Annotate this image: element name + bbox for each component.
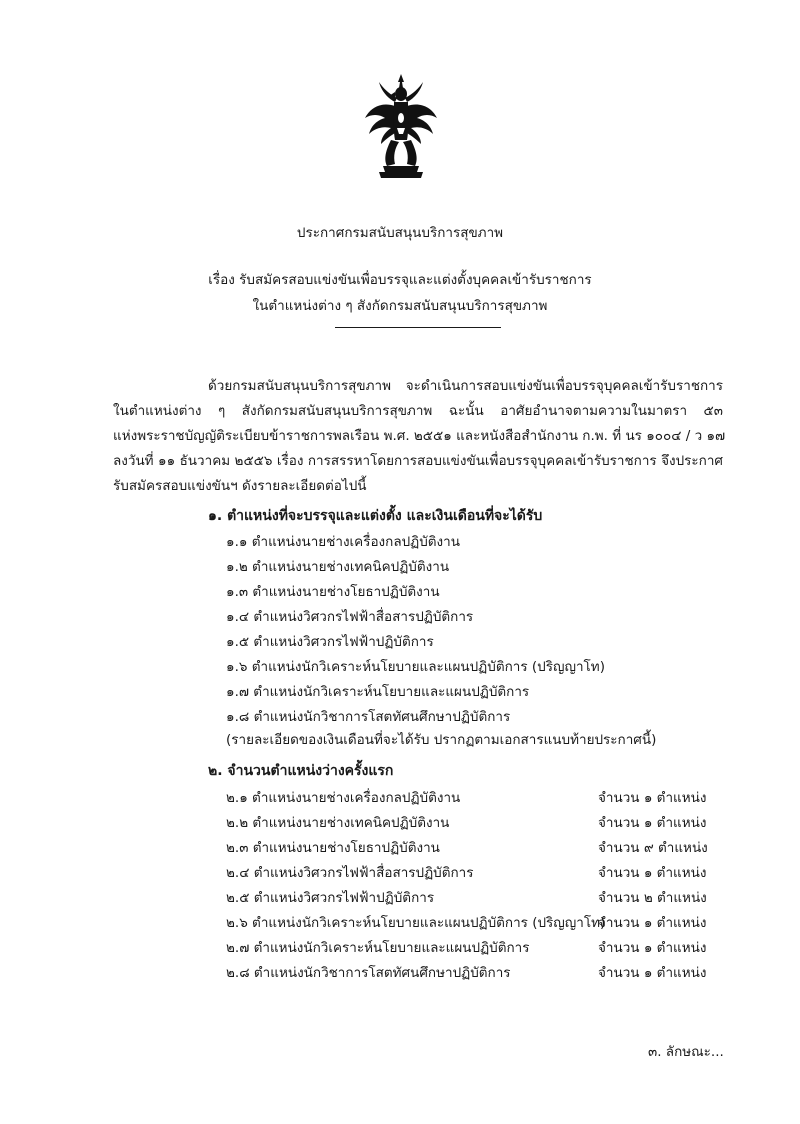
section1-heading: ๑. ตำแหน่งที่จะบรรจุและแต่งตั้ง และเงินเดือนที่จะได้รับ — [208, 508, 543, 524]
vacancy-count: จำนวน ๑ ตำแหน่ง — [598, 915, 707, 931]
vacancy-position: ๒.๕ ตำแหน่งวิศวกรไฟฟ้าปฏิบัติการ — [226, 890, 435, 906]
intro-line-1: ด้วยกรมสนับสนุนบริการสุขภาพ จะดำเนินการสอบแข่งขันเพื่อบรรจุบุคคลเข้ารับราชการ — [208, 378, 723, 394]
intro-line-2: ในตำแหน่งต่าง ๆ สังกัดกรมสนับสนุนบริการสุขภาพ ฉะนั้น อาศัยอำนาจตามความในมาตรา ๕๓ — [113, 403, 723, 419]
section1-item: ๑.๖ ตำแหน่งนักวิเคราะห์นโยบายและแผนปฏิบัติการ (ปริญญาโท) — [226, 659, 605, 675]
vacancy-count: จำนวน ๑ ตำแหน่ง — [598, 965, 707, 981]
section1-item: ๑.๓ ตำแหน่งนายช่างโยธาปฏิบัติงาน — [226, 584, 440, 600]
section1-item: ๑.๔ ตำแหน่งวิศวกรไฟฟ้าสื่อสารปฏิบัติการ — [226, 609, 474, 625]
intro-line-3: แห่งพระราชบัญญัติระเบียบข้าราชการพลเรือน พ.ศ. ๒๕๕๑ และหนังสือสำนักงาน ก.พ. ที่ นร ๑๐๐๔ / ว ๑๗ — [113, 428, 726, 444]
section1-item: ๑.๒ ตำแหน่งนายช่างเทคนิคปฏิบัติงาน — [226, 559, 450, 575]
subject-line-2: ในตำแหน่งต่าง ๆ สังกัดกรมสนับสนุนบริการสุขภาพ — [252, 298, 548, 314]
vacancy-count: จำนวน ๙ ตำแหน่ง — [598, 840, 708, 856]
section2-heading: ๒. จำนวนตำแหน่งว่างครั้งแรก — [208, 763, 394, 779]
section1-item: ๑.๕ ตำแหน่งวิศวกรไฟฟ้าปฏิบัติการ — [226, 634, 434, 650]
intro-line-4: ลงวันที่ ๑๑ ธันวาคม ๒๕๕๖ เรื่อง การสรรหาโดยการสอบแข่งขันเพื่อบรรจุบุคคลเข้ารับราชการ จึงประกาศ — [113, 453, 723, 469]
vacancy-count: จำนวน ๒ ตำแหน่ง — [598, 890, 707, 906]
section1-item: ๑.๑ ตำแหน่งนายช่างเครื่องกลปฏิบัติงาน — [226, 534, 460, 550]
salary-note: (รายละเอียดของเงินเดือนที่จะได้รับ ปรากฏตามเอกสารแนบท้ายประกาศนี้) — [226, 732, 657, 748]
vacancy-position: ๒.๔ ตำแหน่งวิศวกรไฟฟ้าสื่อสารปฏิบัติการ — [226, 865, 474, 881]
vacancy-count: จำนวน ๑ ตำแหน่ง — [598, 940, 707, 956]
vacancy-position: ๒.๒ ตำแหน่งนายช่างเทคนิคปฏิบัติงาน — [226, 815, 450, 831]
intro-line-5: รับสมัครสอบแข่งขันฯ ดังรายละเอียดต่อไปนี้ — [113, 478, 367, 494]
vacancy-position: ๒.๓ ตำแหน่งนายช่างโยธาปฏิบัติงาน — [226, 840, 440, 856]
vacancy-position: ๒.๘ ตำแหน่งนักวิชาการโสตทัศนศึกษาปฏิบัติการ — [226, 965, 511, 981]
section1-item: ๑.๘ ตำแหน่งนักวิชาการโสตทัศนศึกษาปฏิบัติการ — [226, 709, 511, 725]
vacancy-count: จำนวน ๑ ตำแหน่ง — [598, 815, 707, 831]
vacancy-count: จำนวน ๑ ตำแหน่ง — [598, 790, 707, 806]
garuda-emblem-icon — [361, 72, 441, 182]
subject-line-1: เรื่อง รับสมัครสอบแข่งขันเพื่อบรรจุและแต่งตั้งบุคคลเข้ารับราชการ — [208, 272, 592, 288]
section1-item: ๑.๗ ตำแหน่งนักวิเคราะห์นโยบายและแผนปฏิบัติการ — [226, 684, 530, 700]
title-divider — [335, 327, 501, 328]
vacancy-position: ๒.๖ ตำแหน่งนักวิเคราะห์นโยบายและแผนปฏิบัติการ (ปริญญาโท) — [226, 915, 606, 931]
vacancy-position: ๒.๑ ตำแหน่งนายช่างเครื่องกลปฏิบัติงาน — [226, 790, 461, 806]
vacancy-position: ๒.๗ ตำแหน่งนักวิเคราะห์นโยบายและแผนปฏิบัติการ — [226, 940, 530, 956]
announcement-title: ประกาศกรมสนับสนุนบริการสุขภาพ — [296, 225, 504, 241]
continuation-marker: ๓. ลักษณะ... — [648, 1044, 724, 1060]
vacancy-count: จำนวน ๑ ตำแหน่ง — [598, 865, 707, 881]
